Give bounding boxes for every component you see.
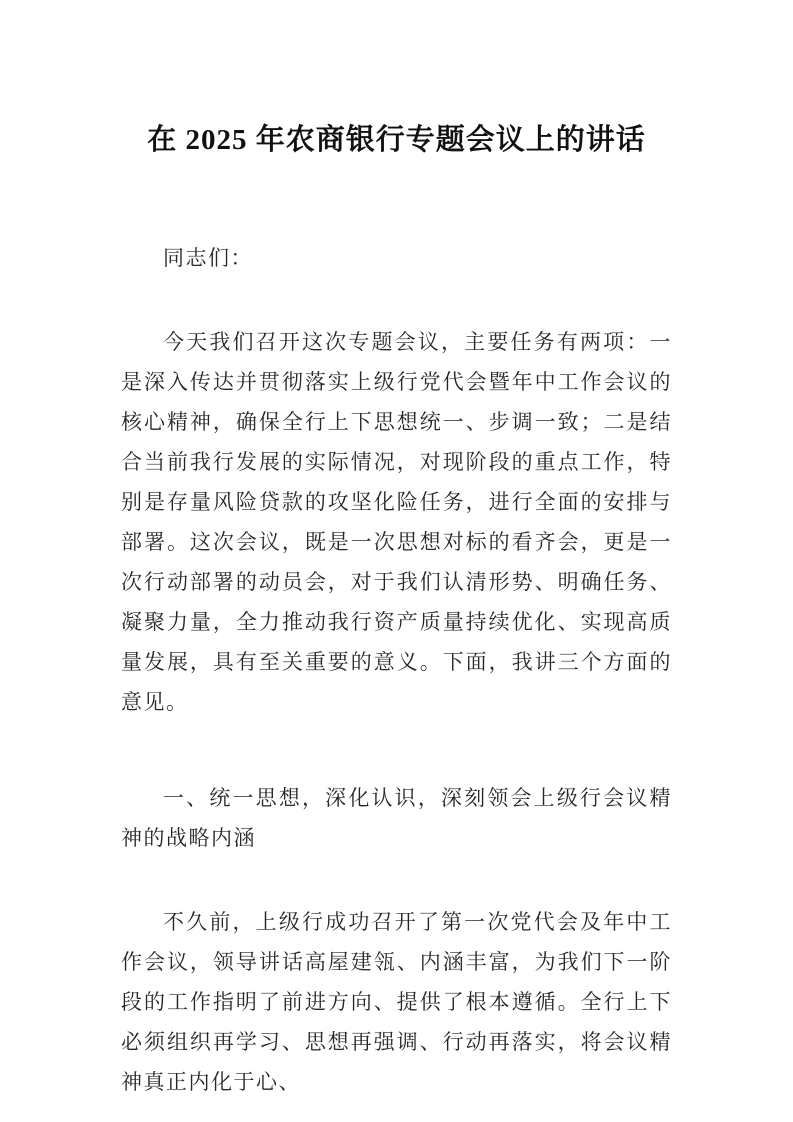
paragraph-section-1: 不久前，上级行成功召开了第一次党代会及年中工作会议，领导讲话高屋建瓴、内涵丰富，为我们下一阶段的工作指明了前进方向、提供了根本遵循。全行上下必须组织再学习、思想再强调、行动再落实，将会议精神真正内化于心、: [121, 910, 672, 1094]
salutation: 同志们：: [163, 246, 253, 270]
document-title: 在 2025 年农商银行专题会议上的讲话: [147, 124, 646, 156]
section-1-heading: 一、统一思想，深化认识，深刻领会上级行会议精神的战略内涵: [121, 786, 672, 850]
paragraph-intro: 今天我们召开这次专题会议，主要任务有两项：一是深入传达并贯彻落实上级行党代会暨年中工作会议的核心精神，确保全行上下思想统一、步调一致；二是结合当前我行发展的实际情况，对现阶段的重点工作，特别是存量风险贷款的攻坚化险任务，进行全面的安排与部署。这次会议，既是一次思想对标的看齐会，更是一次行动部署的动员会，对于我们认清形势、明确任务、凝聚力量，全力推动我行资产质量持续优化、实现高质量发展，具有至关重要的意义。下面，我讲三个方面的意见。: [121, 330, 672, 714]
